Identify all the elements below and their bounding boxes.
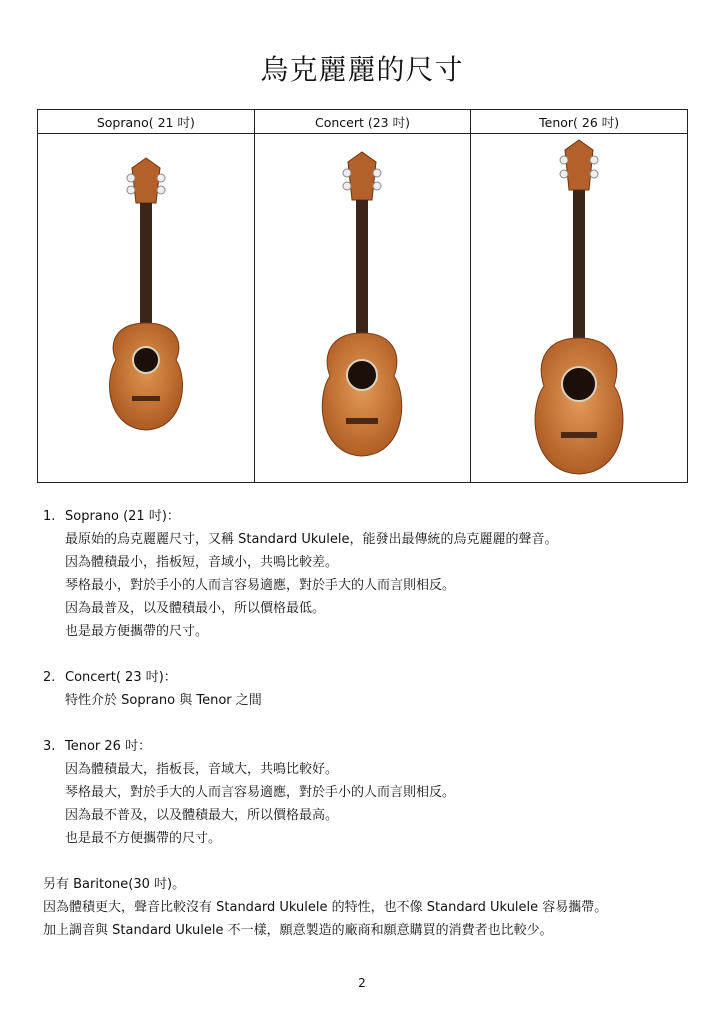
item-line: 因為體積最小，指板短，音域小，共鳴比較差。 — [65, 555, 339, 570]
header-tenor: Tenor( 26 吋) — [471, 110, 688, 134]
page-title: 烏克麗麗的尺寸 — [260, 53, 464, 86]
concert-ukulele-image — [302, 138, 422, 478]
item-line: 因為體積最大，指板長，音域大，共鳴比較好。 — [65, 762, 339, 777]
item-heading: Tenor 26 吋： — [65, 739, 152, 754]
description-section — [43, 505, 704, 942]
size-comparison-table — [37, 109, 688, 483]
item-heading: Soprano (21 吋)： — [65, 509, 180, 524]
item-line: 也是最方便攜帶的尺寸。 — [65, 624, 209, 639]
item-line: 因為最不普及，以及體積最大，所以價格最高。 — [65, 808, 339, 823]
item-number: 1. — [43, 509, 56, 524]
item-tenor — [43, 735, 704, 850]
item-soprano — [43, 505, 704, 643]
header-soprano: Soprano( 21 吋) — [38, 110, 255, 134]
table-image-row — [38, 134, 688, 483]
item-body — [43, 689, 704, 712]
header-concert: Concert (23 吋) — [254, 110, 471, 134]
item-heading-row — [43, 735, 704, 758]
item-body — [43, 528, 704, 643]
item-heading: Concert( 23 吋)： — [65, 670, 177, 685]
tenor-cell — [471, 134, 688, 483]
item-number: 3. — [43, 739, 56, 754]
table-header-row — [38, 110, 688, 134]
item-heading-row — [43, 666, 704, 689]
item-number: 2. — [43, 670, 56, 685]
note-line: 另有 Baritone(30 吋)。 — [43, 877, 186, 892]
item-line: 因為最普及，以及體積最小，所以價格最低。 — [65, 601, 326, 616]
item-line: 琴格最大，對於手大的人而言容易適應，對於手小的人而言則相反。 — [65, 785, 456, 800]
item-line: 琴格最小，對於手小的人而言容易適應，對於手大的人而言則相反。 — [65, 578, 456, 593]
page-number: 2 — [358, 976, 366, 990]
item-line: 特性介於 Soprano 與 Tenor 之間 — [65, 693, 262, 708]
note-line: 加上調音與 Standard Ukulele 不一樣，願意製造的廠商和願意購買的消費者也比較少。 — [43, 923, 553, 938]
soprano-cell — [38, 134, 255, 483]
footer-notes — [43, 873, 704, 942]
item-concert — [43, 666, 704, 712]
item-line: 也是最不方便攜帶的尺寸。 — [65, 831, 222, 846]
item-body — [43, 758, 704, 850]
concert-cell — [254, 134, 471, 483]
item-heading-row — [43, 505, 704, 528]
note-line: 因為體積更大，聲音比較沒有 Standard Ukulele 的特性，也不像 Standard Ukulele 容易攜帶。 — [43, 900, 608, 915]
item-line: 最原始的烏克麗麗尺寸，又稱 Standard Ukulele，能發出最傳統的烏克麗麗的聲音。 — [65, 532, 558, 547]
soprano-ukulele-image — [86, 138, 206, 478]
tenor-ukulele-image — [514, 138, 644, 478]
